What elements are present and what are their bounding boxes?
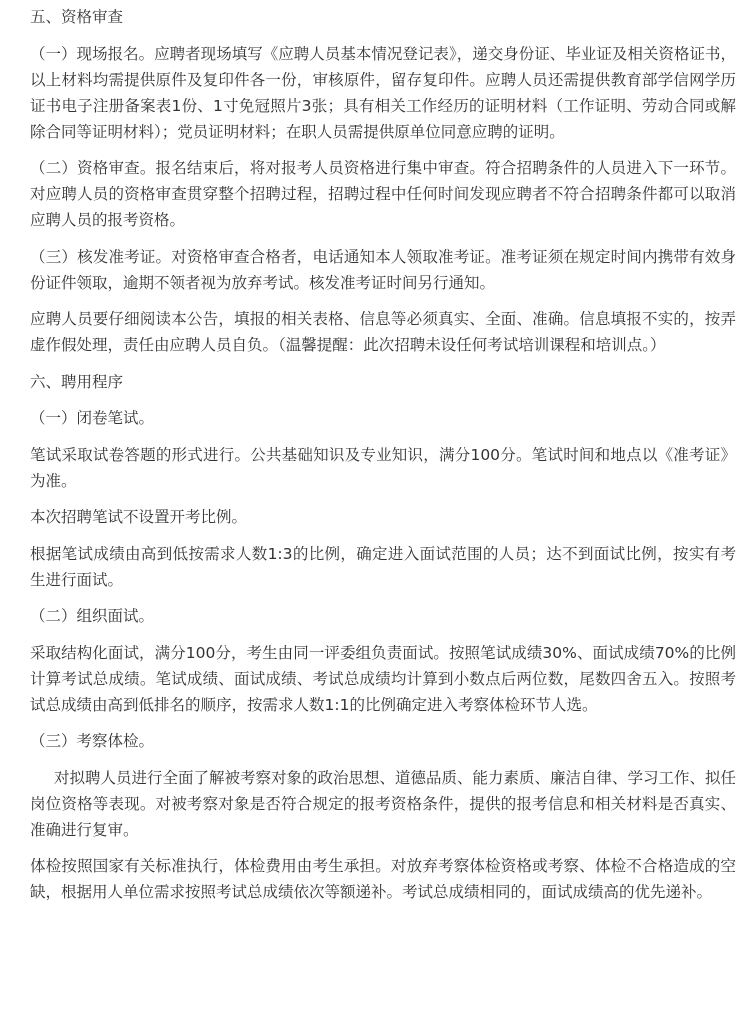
section-6-heading: 六、聘用程序 (30, 372, 124, 391)
paragraph-onsite-registration: （一）现场报名。应聘者现场填写《应聘人员基本情况登记表》，递交身份证、毕业证及相关资格证书，以上材料均需提供原件及复印件各一份，审核原件，留存复印件。应聘人员还需提供教育部学信网学历证书电子注册备案表1份、1寸免冠照片3张；具有相关工作经历的证明材料（工作证明、劳动合同或解除合同等证明材料）；党员证明材料；在职人员需提供原单位同意应聘的证明。 (30, 44, 736, 141)
paragraph-qualification-review: （二）资格审查。报名结束后，将对报考人员资格进行集中审查。符合招聘条件的人员进入下一环节。对应聘人员的资格审查贯穿整个招聘过程，招聘过程中任何时间发现应聘者不符合招聘条件都可以取消应聘人员的报考资格。 (30, 159, 736, 229)
subheading-inspection-physical: （三）考察体检。 (30, 732, 155, 750)
paragraph-inspection: 对拟聘人员进行全面了解被考察对象的政治思想、道德品质、能力素质、廉洁自律、学习工作、拟任岗位资格等表现。对被考察对象是否符合规定的报考资格条件，提供的报考信息和相关材料是否真实、准确进行复审。 (30, 768, 737, 839)
paragraph-applicant-notice: 应聘人员要仔细阅读本公告，填报的相关表格、信息等必须真实、全面、准确。信息填报不实的，按弄虚作假处理，责任由应聘人员自负。（温馨提醒：此次招聘未设任何考试培训课程和培训点。） (30, 310, 736, 354)
paragraph-written-exam-format: 笔试采取试卷答题的形式进行。公共基础知识及专业知识，满分100分。笔试时间和地点以《准考证》为准。 (30, 445, 736, 490)
paragraph-structured-interview: 采取结构化面试，满分100分，考生由同一评委组负责面试。按照笔试成绩30%、面试成绩70%的比例计算考试总成绩。笔试成绩、面试成绩、考试总成绩均计算到小数点后两位数，尾数四舍五入。按照考试总成绩由高到低排名的顺序，按需求人数1:1的比例确定进入考察体检环节人选。 (30, 643, 736, 714)
paragraph-no-ratio: 本次招聘笔试不设置开考比例。 (30, 508, 248, 526)
subheading-interview: （二）组织面试。 (30, 607, 155, 625)
paragraph-admission-ticket: （三）核发准考证。对资格审查合格者，电话通知本人领取准考证。准考证须在规定时间内携带有效身份证件领取，逾期不领者视为放弃考试。核发准考证时间另行通知。 (30, 247, 736, 292)
subheading-written-exam: （一）闭卷笔试。 (30, 409, 155, 427)
paragraph-interview-ratio: 根据笔试成绩由高到低按需求人数1:3的比例，确定进入面试范围的人员；达不到面试比例，按实有考生进行面试。 (30, 544, 736, 589)
paragraph-physical-exam: 体检按照国家有关标准执行，体检费用由考生承担。对放弃考察体检资格或考察、体检不合格造成的空缺，根据用人单位需求按照考试总成绩依次等额递补。考试总成绩相同的，面试成绩高的优先递补。 (30, 857, 736, 901)
section-5-heading: 五、资格审查 (30, 8, 124, 26)
